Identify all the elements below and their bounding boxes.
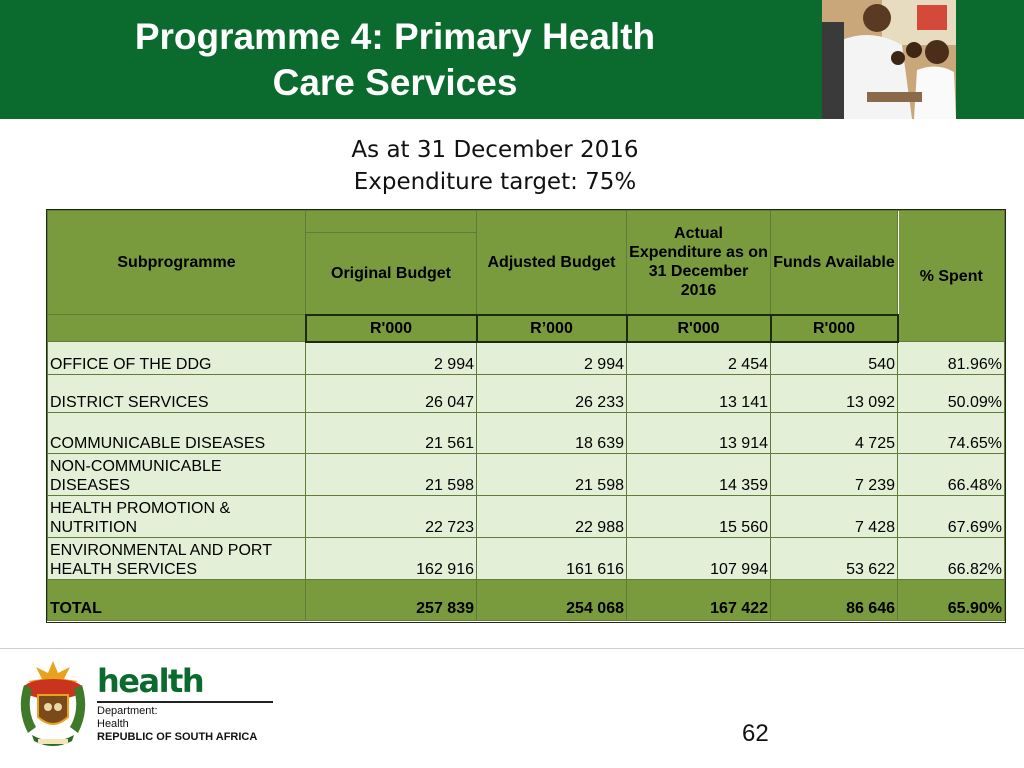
header-subprogramme: Subprogramme (48, 211, 306, 315)
header-adjusted-budget: Adjusted Budget (477, 211, 627, 315)
row-funds: 4 725 (771, 413, 898, 454)
as-at-date: As at 31 December 2016 (351, 137, 639, 163)
total-actual: 167 422 (627, 580, 771, 621)
table-row (48, 496, 1005, 538)
row-actual: 2 454 (627, 342, 771, 375)
row-original: 22 723 (306, 496, 477, 538)
unit-actual: R'000 (627, 315, 771, 342)
page-number: 62 (742, 720, 769, 747)
row-pct: 67.69% (898, 496, 1005, 538)
unit-funds: R'000 (771, 315, 898, 342)
row-funds: 13 092 (771, 375, 898, 413)
unit-original: R'000 (306, 315, 477, 342)
row-funds: 53 622 (771, 538, 898, 580)
row-original: 21 598 (306, 454, 477, 496)
title-line-1: Programme 4: Primary Health (134, 16, 656, 57)
header-blank-cell (306, 211, 477, 233)
dept-line-2: Health (97, 718, 129, 730)
header-unit-spacer (48, 315, 306, 342)
table-row (48, 538, 1005, 580)
row-funds: 7 239 (771, 454, 898, 496)
row-name: HEALTH PROMOTION & NUTRITION (48, 496, 306, 538)
header-banner (0, 0, 1024, 119)
row-original: 26 047 (306, 375, 477, 413)
row-pct: 66.82% (898, 538, 1005, 580)
row-name: OFFICE OF THE DDG (48, 342, 306, 375)
coat-of-arms-crest (14, 655, 92, 751)
dept-line-3: REPUBLIC OF SOUTH AFRICA (97, 731, 258, 743)
total-original: 257 839 (306, 580, 477, 621)
page-title (80, 14, 710, 106)
row-original: 2 994 (306, 342, 477, 375)
header-original-budget: Original Budget (306, 233, 477, 315)
total-row (48, 580, 1005, 621)
row-adjusted: 26 233 (477, 375, 627, 413)
row-adjusted: 18 639 (477, 413, 627, 454)
row-actual: 13 141 (627, 375, 771, 413)
row-funds: 7 428 (771, 496, 898, 538)
photo-nurse-children (822, 0, 956, 119)
department-label (97, 705, 257, 744)
row-pct: 74.65% (898, 413, 1005, 454)
header-actual-expenditure: Actual Expenditure as on 31 December 2016 (627, 211, 771, 315)
footer-divider (0, 648, 1024, 649)
dept-line-1: Department: (97, 705, 158, 717)
table-row (48, 413, 1005, 454)
row-pct: 66.48% (898, 454, 1005, 496)
total-adjusted: 254 068 (477, 580, 627, 621)
total-funds: 86 646 (771, 580, 898, 621)
row-original: 162 916 (306, 538, 477, 580)
unit-adjusted: R’000 (477, 315, 627, 342)
report-subtitle (250, 134, 740, 198)
row-actual: 14 359 (627, 454, 771, 496)
table-row (48, 342, 1005, 375)
row-funds: 540 (771, 342, 898, 375)
total-name: TOTAL (48, 580, 306, 621)
budget-table (47, 210, 1005, 621)
expenditure-target: Expenditure target: 75% (353, 169, 637, 195)
row-name: DISTRICT SERVICES (48, 375, 306, 413)
row-adjusted: 21 598 (477, 454, 627, 496)
row-actual: 107 994 (627, 538, 771, 580)
total-pct: 65.90% (898, 580, 1005, 621)
row-original: 21 561 (306, 413, 477, 454)
row-actual: 15 560 (627, 496, 771, 538)
brand-rule (97, 701, 273, 703)
row-adjusted: 22 988 (477, 496, 627, 538)
table-row (48, 375, 1005, 413)
header-pct-spent: % Spent (898, 211, 1005, 342)
row-name: COMMUNICABLE DISEASES (48, 413, 306, 454)
health-brand-logo: health (97, 662, 204, 700)
row-adjusted: 2 994 (477, 342, 627, 375)
row-actual: 13 914 (627, 413, 771, 454)
row-name: NON-COMMUNICABLE DISEASES (48, 454, 306, 496)
title-line-2: Care Services (272, 62, 518, 103)
table-row (48, 454, 1005, 496)
row-pct: 81.96% (898, 342, 1005, 375)
row-name: ENVIRONMENTAL AND PORT HEALTH SERVICES (48, 538, 306, 580)
row-adjusted: 161 616 (477, 538, 627, 580)
header-funds-available: Funds Available (771, 211, 898, 315)
row-pct: 50.09% (898, 375, 1005, 413)
